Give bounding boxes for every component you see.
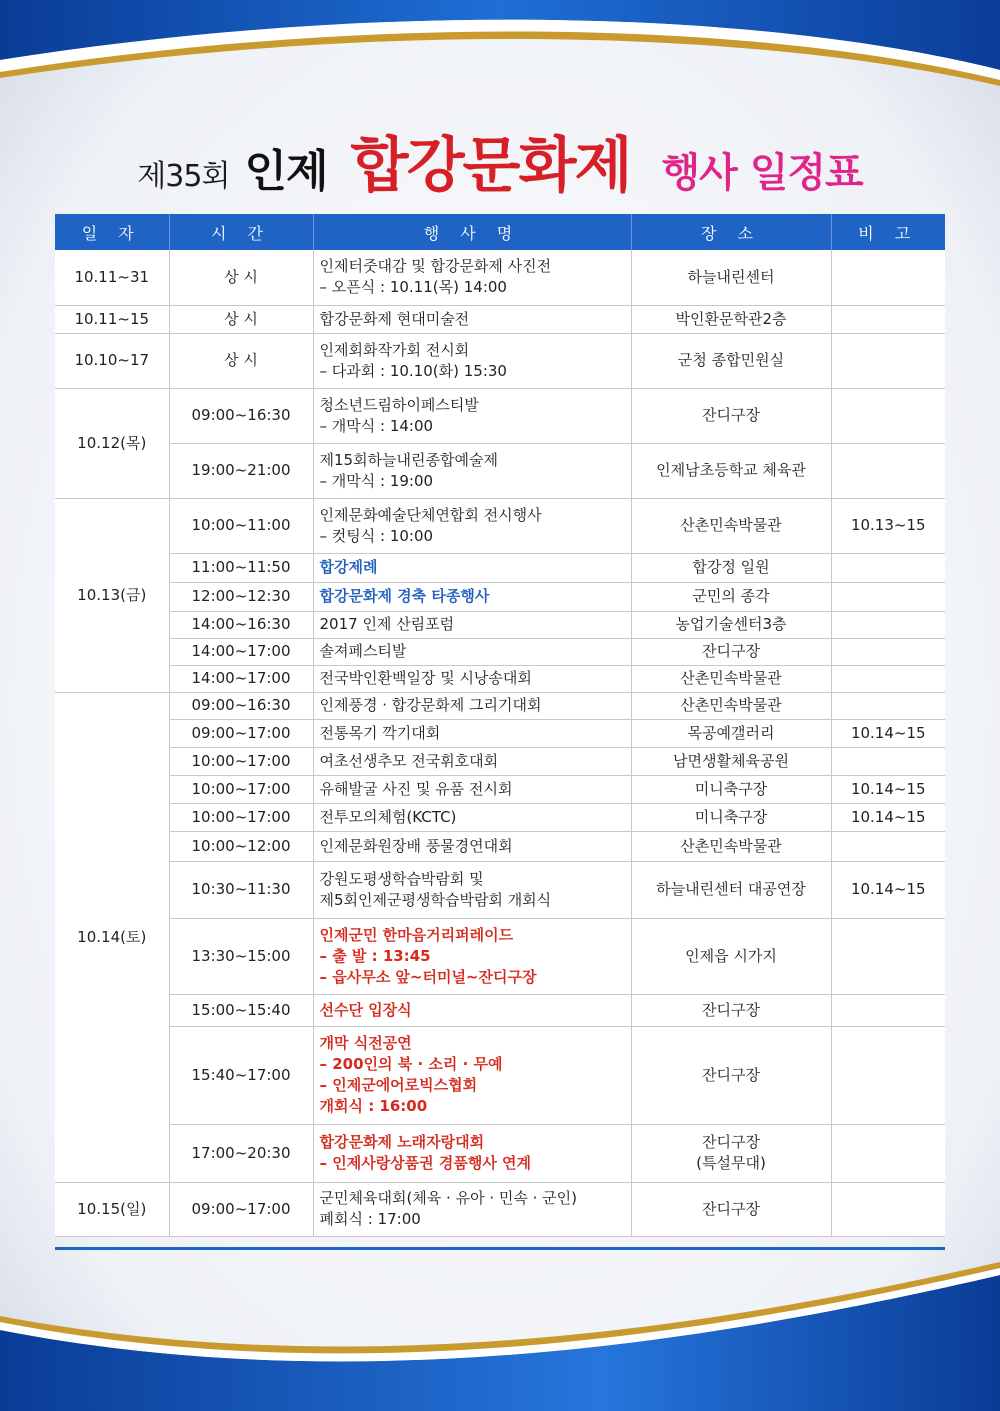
- date-cell: 10.11~15: [55, 305, 169, 333]
- venue-cell: 농업기술센터3층: [631, 611, 831, 638]
- note-cell: 10.14~15: [831, 775, 945, 803]
- venue-line: (특설무대): [696, 1154, 766, 1172]
- venue-cell: 합강정 일원: [631, 553, 831, 582]
- event-cell: [313, 861, 631, 918]
- table-row: [55, 665, 945, 692]
- venue-cell: 박인환문학관2층: [631, 305, 831, 333]
- venue-cell: 산촌민속박물관: [631, 692, 831, 719]
- note-cell: [831, 305, 945, 333]
- date-cell: 10.10~17: [55, 333, 169, 388]
- time-cell: 09:00~17:00: [169, 719, 313, 747]
- date-cell: 10.15(일): [55, 1182, 169, 1236]
- venue-cell: 잔디구장: [631, 638, 831, 665]
- venue-cell: 잔디구장: [631, 994, 831, 1026]
- table-row: [55, 803, 945, 831]
- time-cell: 09:00~16:30: [169, 388, 313, 443]
- note-cell: [831, 388, 945, 443]
- event-line: 합강문화제 현대미술전: [319, 309, 470, 328]
- table-row: [55, 775, 945, 803]
- venue-cell: 인제남초등학교 체육관: [631, 443, 831, 498]
- event-cell: [313, 918, 631, 994]
- date-cell: 10.13(금): [55, 498, 169, 692]
- note-cell: [831, 333, 945, 388]
- note-cell: [831, 692, 945, 719]
- table-row: [55, 692, 945, 719]
- event-cell: [313, 994, 631, 1026]
- event-cell: [313, 775, 631, 803]
- event-line: 인제문화예술단체연합회 전시행사: [319, 505, 542, 524]
- table-row: [55, 994, 945, 1026]
- note-cell: [831, 747, 945, 775]
- time-cell: 19:00~21:00: [169, 443, 313, 498]
- event-line: 제15회하늘내린종합예술제: [319, 450, 498, 469]
- time-cell: 15:00~15:40: [169, 994, 313, 1026]
- note-cell: [831, 1026, 945, 1124]
- table-row: [55, 582, 945, 611]
- time-cell: 상 시: [169, 305, 313, 333]
- event-cell: [313, 803, 631, 831]
- time-cell: 13:30~15:00: [169, 918, 313, 994]
- event-line: 합강문화제 노래자랑대회: [319, 1133, 485, 1151]
- event-line: – 읍사무소 앞~터미널~잔디구장: [319, 967, 537, 986]
- event-line: 인제터줏대감 및 합강문화제 사진전: [319, 257, 552, 276]
- schedule-table: [55, 214, 945, 1237]
- time-cell: 10:00~17:00: [169, 747, 313, 775]
- event-line: – 다과회 : 10.10(화) 15:30: [319, 361, 507, 380]
- event-line: 인제문화원장배 풍물경연대회: [319, 836, 513, 855]
- event-cell: [313, 388, 631, 443]
- time-cell: 10:00~11:00: [169, 498, 313, 553]
- title-place: 인제: [244, 146, 328, 197]
- header-date: 일 자: [55, 214, 169, 250]
- table-row: [55, 638, 945, 665]
- venue-cell: 잔디구장: [631, 1026, 831, 1124]
- time-cell: 12:00~12:30: [169, 582, 313, 611]
- venue-cell: 하늘내린센터: [631, 250, 831, 305]
- event-line: 강원도평생학습박람회 및: [319, 869, 484, 888]
- table-row: [55, 719, 945, 747]
- event-line: 폐회식 : 17:00: [319, 1210, 421, 1228]
- venue-cell: 잔디구장: [631, 388, 831, 443]
- note-cell: 10.14~15: [831, 803, 945, 831]
- event-cell: [313, 1026, 631, 1124]
- event-cell: [313, 1182, 631, 1236]
- title-festival: 합강문화제: [350, 131, 631, 201]
- note-cell: 10.14~15: [831, 719, 945, 747]
- event-line: 인제풍경 · 합강문화제 그리기대회: [319, 696, 542, 714]
- time-cell: 09:00~16:30: [169, 692, 313, 719]
- event-line: – 200인의 북 · 소리 · 무예: [319, 1055, 503, 1073]
- event-cell: [313, 553, 631, 582]
- note-cell: [831, 994, 945, 1026]
- event-line: – 인제사랑상품권 경품행사 연계: [319, 1154, 532, 1172]
- table-row: [55, 918, 945, 994]
- note-cell: 10.13~15: [831, 498, 945, 553]
- time-cell: 14:00~17:00: [169, 638, 313, 665]
- table-row: [55, 553, 945, 582]
- time-cell: 10:30~11:30: [169, 861, 313, 918]
- event-line: – 개막식 : 19:00: [319, 471, 434, 490]
- event-cell: [313, 250, 631, 305]
- event-cell: [313, 665, 631, 692]
- table-row: [55, 498, 945, 553]
- venue-cell: 하늘내린센터 대공연장: [631, 861, 831, 918]
- header-note: 비 고: [831, 214, 945, 250]
- note-cell: [831, 582, 945, 611]
- venue-line: 잔디구장: [702, 1133, 760, 1151]
- venue-cell: 잔디구장: [631, 1182, 831, 1236]
- event-cell: [313, 305, 631, 333]
- event-line: 군민체육대회(체육 · 유아 · 민속 · 군인): [319, 1189, 577, 1207]
- table-row: [55, 250, 945, 305]
- note-cell: [831, 665, 945, 692]
- event-line: – 컷팅식 : 10:00: [319, 526, 434, 545]
- date-cell: 10.12(목): [55, 388, 169, 498]
- event-cell: [313, 1124, 631, 1182]
- header-time: 시 간: [169, 214, 313, 250]
- table-row: [55, 861, 945, 918]
- venue-cell: [631, 1124, 831, 1182]
- table-header-row: [55, 214, 945, 250]
- note-cell: [831, 918, 945, 994]
- event-line: 인제회화작가회 전시회: [319, 340, 470, 359]
- venue-cell: 산촌민속박물관: [631, 498, 831, 553]
- table-row: [55, 443, 945, 498]
- table-row: [55, 1124, 945, 1182]
- venue-cell: 산촌민속박물관: [631, 665, 831, 692]
- note-cell: [831, 638, 945, 665]
- date-cell: 10.11~31: [55, 250, 169, 305]
- time-cell: 10:00~12:00: [169, 831, 313, 861]
- time-cell: 15:40~17:00: [169, 1026, 313, 1124]
- note-cell: [831, 1124, 945, 1182]
- time-cell: 상 시: [169, 250, 313, 305]
- event-cell: [313, 638, 631, 665]
- venue-cell: 목공예갤러리: [631, 719, 831, 747]
- time-cell: 14:00~17:00: [169, 665, 313, 692]
- date-cell: 10.14(토): [55, 692, 169, 1182]
- event-line: 전국박인환백일장 및 시낭송대회: [319, 669, 532, 687]
- venue-cell: 군청 종합민원실: [631, 333, 831, 388]
- note-cell: [831, 831, 945, 861]
- table-row: [55, 388, 945, 443]
- event-cell: [313, 831, 631, 861]
- event-line: 여초선생추모 전국휘호대회: [319, 751, 499, 770]
- table-row: [55, 333, 945, 388]
- venue-cell: 인제읍 시가지: [631, 918, 831, 994]
- table-bottom-rule: [55, 1247, 945, 1250]
- event-cell: [313, 498, 631, 553]
- venue-cell: 산촌민속박물관: [631, 831, 831, 861]
- event-cell: [313, 611, 631, 638]
- event-cell: [313, 582, 631, 611]
- event-line: 솔져페스티발: [319, 642, 407, 660]
- note-cell: 10.14~15: [831, 861, 945, 918]
- table-row: [55, 1182, 945, 1236]
- event-line: 개막 식전공연: [319, 1034, 412, 1052]
- note-cell: [831, 443, 945, 498]
- venue-cell: 남면생활체육공원: [631, 747, 831, 775]
- note-cell: [831, 250, 945, 305]
- event-line: 인제군민 한마음거리퍼레이드: [319, 925, 514, 944]
- event-line: – 개막식 : 14:00: [319, 416, 434, 435]
- event-line: 합강제례: [319, 558, 378, 576]
- time-cell: 17:00~20:30: [169, 1124, 313, 1182]
- time-cell: 상 시: [169, 333, 313, 388]
- time-cell: 14:00~16:30: [169, 611, 313, 638]
- table-row: [55, 1026, 945, 1124]
- table-row: [55, 747, 945, 775]
- time-cell: 10:00~17:00: [169, 803, 313, 831]
- note-cell: [831, 1182, 945, 1236]
- time-cell: 11:00~11:50: [169, 553, 313, 582]
- event-line: 선수단 입장식: [319, 1000, 412, 1019]
- event-cell: [313, 443, 631, 498]
- event-line: 전투모의체험(KCTC): [319, 807, 457, 826]
- note-cell: [831, 611, 945, 638]
- event-line: 개회식 : 16:00: [319, 1097, 428, 1115]
- event-cell: [313, 747, 631, 775]
- event-line: 전통목기 깍기대회: [319, 723, 441, 742]
- event-line: 제5회인제군평생학습박람회 개회식: [319, 890, 552, 909]
- table-row: [55, 831, 945, 861]
- event-cell: [313, 692, 631, 719]
- time-cell: 10:00~17:00: [169, 775, 313, 803]
- event-line: – 인제군에어로빅스협회: [319, 1076, 478, 1094]
- venue-cell: 미니축구장: [631, 803, 831, 831]
- event-line: 청소년드림하이페스티발: [319, 395, 479, 414]
- event-cell: [313, 333, 631, 388]
- title-edition: 제35회: [137, 159, 230, 194]
- venue-cell: 미니축구장: [631, 775, 831, 803]
- event-line: – 오픈식 : 10.11(목) 14:00: [319, 278, 507, 297]
- time-cell: 09:00~17:00: [169, 1182, 313, 1236]
- venue-cell: 군민의 종각: [631, 582, 831, 611]
- event-cell: [313, 719, 631, 747]
- table-row: [55, 611, 945, 638]
- table-row: [55, 305, 945, 333]
- note-cell: [831, 553, 945, 582]
- header-event: 행 사 명: [313, 214, 631, 250]
- event-line: 유해발굴 사진 및 유품 전시회: [319, 779, 513, 798]
- header-venue: 장 소: [631, 214, 831, 250]
- event-line: 합강문화제 경축 타종행사: [319, 587, 490, 605]
- title-schedule: 행사 일정표: [661, 150, 863, 196]
- page-title: [0, 118, 1000, 204]
- event-line: 2017 인제 산림포럼: [319, 615, 455, 633]
- event-line: – 출 발 : 13:45: [319, 946, 431, 965]
